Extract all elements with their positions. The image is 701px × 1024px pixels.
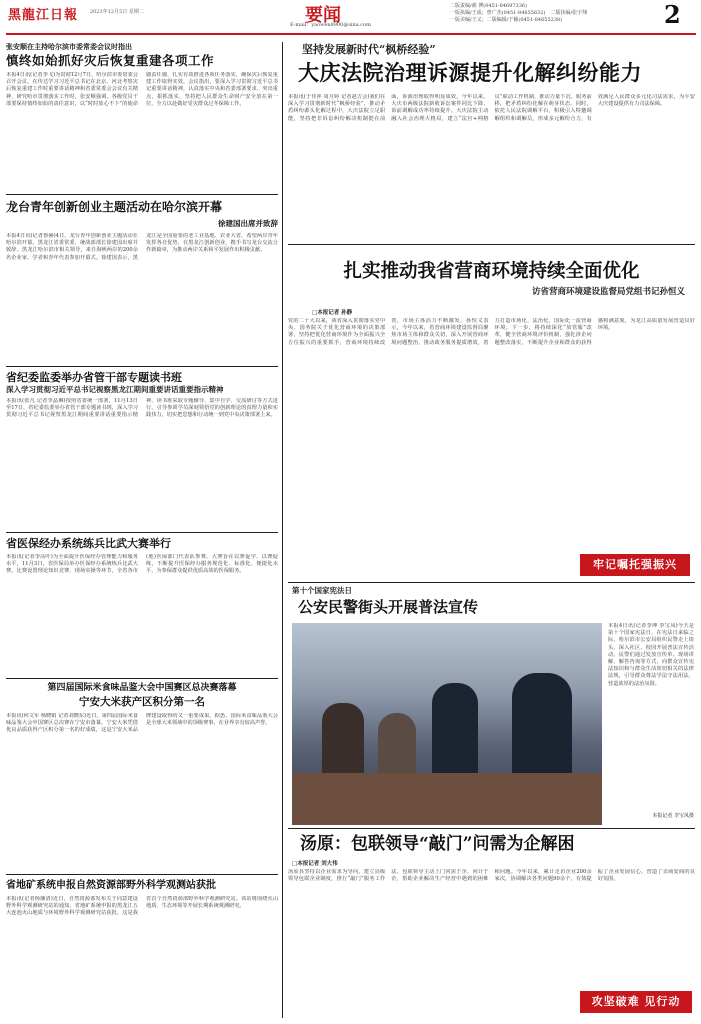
article-body: 本报讯(记者李高叶)为全面提升医保经办管理能力和服务水平，11月3日，省医保局举办医保经办系统练兵比武大赛。比赛设置理论知识竞赛、现场实操等环节，全省各市(地)医保部门代表队参赛。大赛旨在以赛促学、以赛促练，不断提升医保经办服务规范化、标准化、便捷化水平，为参保群众提供优质高效的医保服务。 [6,554,278,575]
byline: □本报记者 刘大伟 [292,861,338,867]
photo-table [292,773,602,825]
article-daqing-court [288,42,695,242]
article-title: 省地矿系统申报自然资源部野外科学观测站获批 [6,880,216,891]
masthead-rule [6,33,696,35]
article-police-law [288,585,695,865]
contact-line-3: 一版美编/王义；二版编辑/于颖(0451-84655238) [450,17,563,23]
article-title: 公安民警街头开展普法宣传 [298,598,479,616]
left-column [6,42,278,1018]
article-title: 汤原：包联领导“敲门”问需为企解困 [300,834,575,854]
section-email: E-mail：yaowen8900@sina.com [290,22,371,28]
article-subtitle: 深入学习贯彻习近平总书记视察黑龙江期间重要讲话重要指示精神 [6,385,224,394]
article-title: 大庆法院治理诉源提升化解纠纷能力 [298,60,642,85]
article-zhang-anshun [6,42,278,192]
contact-line-1: 二版责编/郝 博(0451-84697336) [450,3,528,9]
article-rice-tasting [6,682,278,872]
article-subtitle: 宁安大米获产区积分第一名 [79,696,205,708]
article-title: 慎终如始抓好灾后恢复重建各项工作 [6,53,215,68]
contact-line-2: 一版执编/王成；曾广杰(0451-84655632) 二版执编/张宇翔 [450,10,588,16]
bottom-slogan-banner [580,991,692,1013]
divider [288,244,695,245]
article-youth-innovation [6,198,278,364]
divider [6,366,278,367]
article-kicker: 坚持发展新时代“枫桥经验” [302,43,436,56]
article-body: 本报讯(何文军 杨晓娟 记者刘晓东)近日，第四届国际米食味品鉴大会中国赛区总决赛在宁安市落幕。宁安大米凭借优良品质获得产区积分第一名的好成绩，这是宁安大米品牌建设取得的又一重要成果。据悉，国际米食味品鉴大会是全球大米领域中的顶级赛事，在业界享有较高声誉。 [6,713,278,734]
bottom-slogan-text: 攻坚破难 见行动 [591,995,681,1008]
article-title: 省纪委监委举办省管干部专题读书班 [6,371,182,384]
article-body: 本报4日讯(记者李坤 李宝凤)今天是第十个国家宪法日，在宪法日来临之际，哈尔滨市公安局组织民警走上街头，深入社区、校园开展普法宣传活动。民警们通过发放宣传单、现场讲解、解答咨询等方式，向群众宣传宪法知识和与群众生活密切相关的法律法规，引导群众尊法学法守法用法，营造浓厚的法治氛围。 [608,623,694,687]
article-body: 本报讯(张凡 记者李晶琳)按照省委统一部署，11月13日至17日，省纪委监委举办省管干部专题读书班，深入学习贯彻习近平总书记视察黑龙江期间重要讲话重要指示精神。读书班采取专题辅导、集中自学、交流研讨等方式进行，引导参训学员深刻领悟党的创新理论的真理力量和实践伟力，切实把思想和行动统一到党中央决策部署上来。 [6,398,278,419]
page-number: 2 [664,0,681,29]
police-photo [292,623,602,825]
masthead [0,0,701,40]
article-subtitle: 徐建国出席并致辞 [218,219,278,228]
article-title: 龙台青年创新创业主题活动在哈尔滨开幕 [6,200,223,214]
article-body: 本报讯(于佳萍 周月婷 记者赵吉会)我们在深入学习贯彻新时代“枫桥经验”，推动矛盾纠纷源头化解过程中，大庆法院立足职能，坚持把非诉讼纠纷解决机制挺在前面，诉源治理取得明显成效。今年以来，大庆市两级法院新收诉讼案件同比下降，诉前调解成功率持续提升。大庆法院主动融入社会治理大格局，建立“法官+网格员”联动工作机制，推动力量下沉、服务前移，把矛盾纠纷化解在萌芽状态。同时，依托人民法院调解平台，积极引入特邀调解组织和调解员，形成多元解纷合力，有效满足人民群众多元化司法需求，为平安大庆建设提供有力司法保障。 [288,94,695,122]
section-title: 要闻 [305,5,341,26]
article-title: 省医保经办系统练兵比武大赛举行 [6,537,171,550]
newspaper-logo: 黑龍江日報 [8,8,79,23]
column-separator [282,42,283,1018]
article-geology-station [6,878,278,1018]
article-body: 本报4日讯(记者李飞)为贯彻12月7日，哈尔滨市委常委会召开会议。在传达学习习近平总书记在北京、河北考察灾后恢复重建工作时重要讲话精神和省委常委会会议有关精神，研究哈市贯彻落实工作时，张安顺强调，各级党员干部要保持慎终如始的责任意识，以“时时放心不下”的使命感责任感，扎实有效推进各项任务落实，确保灾后恢复重建工作取得实效。会议指出，要深入学习贯彻习近平总书记重要讲话精神，认真落实中央和省委部署要求，突出重点，狠抓落实，坚持把人民群众生命财产安全放在第一位，全力以赴做好受灾群众过冬保障工作。 [6,72,278,107]
byline: □本报记者 孙静 [312,310,353,316]
divider [6,678,278,679]
slogan-text: 牢记嘱托强振兴 [593,558,677,571]
photo-credit: 本报记者 李宝凤摄 [652,813,694,819]
article-subtitle: 访省营商环境建设监督局党组书记孙恒义 [531,287,685,297]
article-tangyuan [288,831,695,1018]
article-kicker: 张安顺在主持哈尔滨市委常委会议时指出 [6,42,132,51]
article-body: 党的二十大以来，我省深入贯彻落实党中央、国务院关于优化营商环境的决策部署，坚持把优化营商环境作为全面振兴全方位振兴的重要抓手，营商环境持续改善，市场主体活力不断激发。孙恒义表示，今年以来，省营商环境建设监督局聚焦市场主体和群众关切，深入开展营商环境问题整治，推动政务服务提质增效，着力打造市场化、法治化、国际化一流营商环境。下一步，将持续深化“放管服”改革，健全营商环境评价机制，强化涉企问题整改落实，不断提升企业和群众的获得感和满意度，为龙江高质量发展营造良好环境。 [288,318,695,346]
slogan-banner [580,554,690,576]
article-body: 汤原县坚持以企业需求为导向，建立县级领导包联企业制度，推行“敲门”服务工作法，包联领导主动上门问需于企、问计于企，帮助企业解决生产经营中遇到的困难和问题。今年以来，累计走访企业200余家次，协调解决各类问题90余个，有效提振了企业发展信心，营造了亲商安商的良好氛围。 [288,869,695,883]
article-title: 第四届国际米食味品鉴大会中国赛区总决赛落幕 [47,683,237,693]
divider [288,828,695,829]
issue-date: 2023年12月5日 星期二 [90,9,144,15]
article-title: 扎实推动我省营商环境持续全面优化 [343,261,640,282]
divider [6,194,278,195]
divider [6,532,278,533]
article-body: 本报4日讯(记者鲁赫)4日，龙台青年创新创业主题活动在哈尔滨开幕。黑龙江省委常委、统战部部长徐建国出席并致辞。黑龙江哈尔滨市相关领导，来自海峡两岸的200余名企业家、学者和青年代表参加开幕式。徐建国表示，黑龙江是全国重要的老工业基地、农业大省，希望两岸青年发挥各自优势，在黑龙江创新创业，携手书写龙台交流合作新篇章，为推动两岸关系和平发展作出积极贡献。 [6,233,278,261]
divider [6,874,278,875]
article-medical-insurance [6,536,278,676]
article-business-environment [288,248,695,638]
main-area [288,42,695,1018]
article-discipline-reading [6,370,278,530]
divider [288,582,695,583]
article-kicker: 第十个国家宪法日 [292,586,352,595]
article-body: 本报讯(记者杨廉清)近日，自然资源部发布关于同意建设野外科学观测研究站的通知，省地矿系统申报的黑龙江五大连池火山地质与环境野外科学观测研究站获批，这是我省首个自然资源部野外科学观测研究站。该站将围绕火山地质、生态环境等开展长期系统观测研究。 [6,896,278,917]
